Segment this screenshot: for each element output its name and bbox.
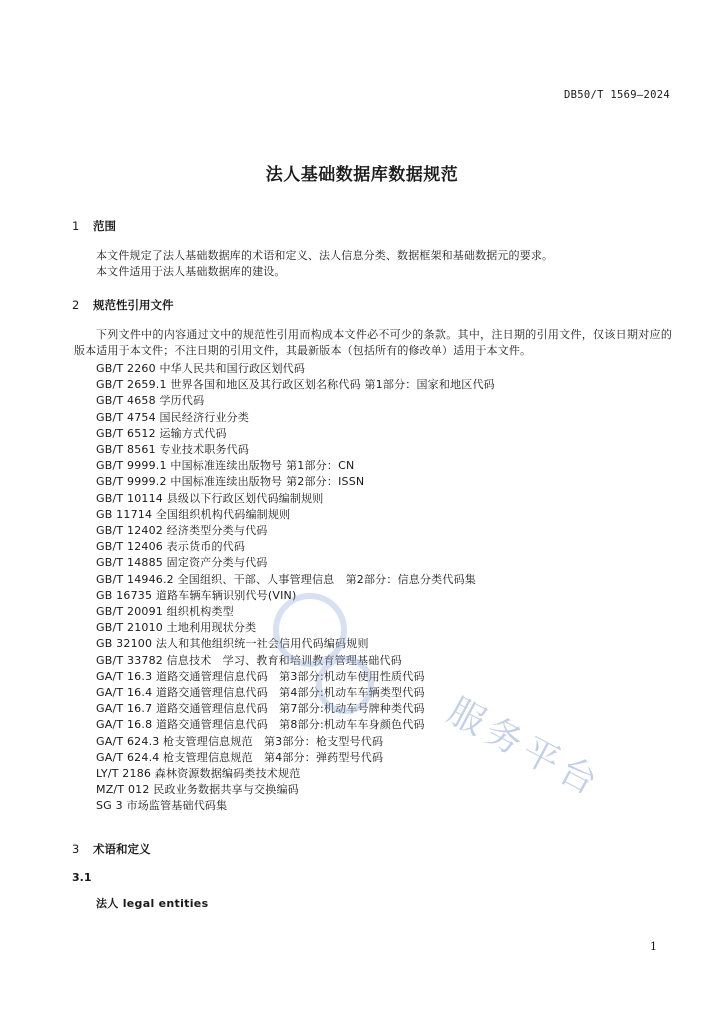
- reference-item: GB 11714 全国组织机构代码编制规则: [96, 507, 291, 521]
- reference-item: GB/T 20091 组织机构类型: [96, 605, 234, 619]
- section-number: 1: [72, 219, 80, 233]
- reference-item: GB/T 33782 信息技术 学习、教育和培训教育管理基础代码: [96, 653, 402, 667]
- paragraph: 本文件规定了法人基础数据库的术语和定义、法人信息分类、数据框架和基础数据元的要求。: [96, 249, 554, 262]
- reference-item: LY/T 2186 森林资源数据编码类技术规范: [96, 767, 301, 781]
- section-number: 3: [72, 842, 80, 856]
- page-number: 1: [650, 940, 657, 953]
- normative-intro: [74, 327, 672, 359]
- reference-item: GB/T 2659.1 世界各国和地区及其行政区划名称代码 第1部分：国家和地区代码: [96, 378, 495, 392]
- term-entry: 法人 legal entities: [96, 897, 209, 910]
- section-heading-normative-references: [72, 297, 174, 313]
- paragraph: 下列文件中的内容通过文中的规范性引用而构成本文件必不可少的条款。其中，注日期的引用文件，仅该日期对应的版本适用于本文件；不注日期的引用文件，其最新版本（包括所有的修改单）适用于本文件。: [74, 328, 672, 357]
- reference-item: GA/T 16.8 道路交通管理信息代码 第8部分:机动车车身颜色代码: [96, 718, 425, 732]
- reference-item: GB/T 12406 表示货币的代码: [96, 540, 246, 554]
- reference-item: GB/T 6512 运输方式代码: [96, 426, 227, 440]
- reference-item: GB/T 12402 经济类型分类与代码: [96, 524, 268, 538]
- reference-item: GB/T 4754 国民经济行业分类: [96, 410, 250, 424]
- reference-item: GB/T 9999.1 中国标准连续出版物号 第1部分：CN: [96, 459, 355, 473]
- document-number: DB50/T 1569—2024: [564, 89, 670, 101]
- reference-item: SG 3 市场监管基础代码集: [96, 799, 228, 813]
- section-heading-terms: [72, 841, 151, 857]
- scope-body: [74, 248, 672, 280]
- reference-item: GB 32100 法人和其他组织统一社会信用代码编码规则: [96, 637, 369, 651]
- section-heading-scope: [72, 218, 116, 234]
- section-title: 术语和定义: [93, 842, 151, 856]
- reference-item: GB/T 14885 固定资产分类与代码: [96, 556, 268, 570]
- paragraph: 本文件适用于法人基础数据库的建设。: [96, 265, 286, 278]
- reference-item: GA/T 16.3 道路交通管理信息代码 第3部分:机动车使用性质代码: [96, 669, 425, 683]
- reference-item: GA/T 16.4 道路交通管理信息代码 第4部分:机动车车辆类型代码: [96, 686, 425, 700]
- section-title: 范围: [93, 219, 117, 233]
- reference-item: MZ/T 012 民政业务数据共享与交换编码: [96, 783, 299, 797]
- term-number: 3.1: [72, 871, 92, 884]
- watermark-text: 服务平台: [441, 690, 609, 806]
- document-title: 法人基础数据库数据规范: [265, 165, 459, 185]
- reference-item: GB/T 2260 中华人民共和国行政区划代码: [96, 362, 306, 375]
- section-number: 2: [72, 298, 80, 312]
- reference-item: GB/T 10114 县级以下行政区划代码编制规则: [96, 491, 324, 505]
- reference-item: GB/T 21010 土地利用现状分类: [96, 621, 257, 635]
- reference-list: [96, 361, 495, 815]
- reference-item: GB/T 4658 学历代码: [96, 394, 205, 408]
- reference-item: GA/T 16.7 道路交通管理信息代码 第7部分:机动车号牌种类代码: [96, 702, 425, 716]
- section-title: 规范性引用文件: [93, 298, 174, 312]
- reference-item: GB 16735 道路车辆车辆识别代号(VIN): [96, 588, 297, 602]
- reference-item: GA/T 624.4 枪支管理信息规范 第4部分：弹药型号代码: [96, 750, 384, 764]
- reference-item: GA/T 624.3 枪支管理信息规范 第3部分：枪支型号代码: [96, 734, 384, 748]
- reference-item: GB/T 9999.2 中国标准连续出版物号 第2部分：ISSN: [96, 475, 365, 489]
- reference-item: GB/T 14946.2 全国组织、干部、人事管理信息 第2部分：信息分类代码集: [96, 572, 476, 586]
- reference-item: GB/T 8561 专业技术职务代码: [96, 443, 250, 457]
